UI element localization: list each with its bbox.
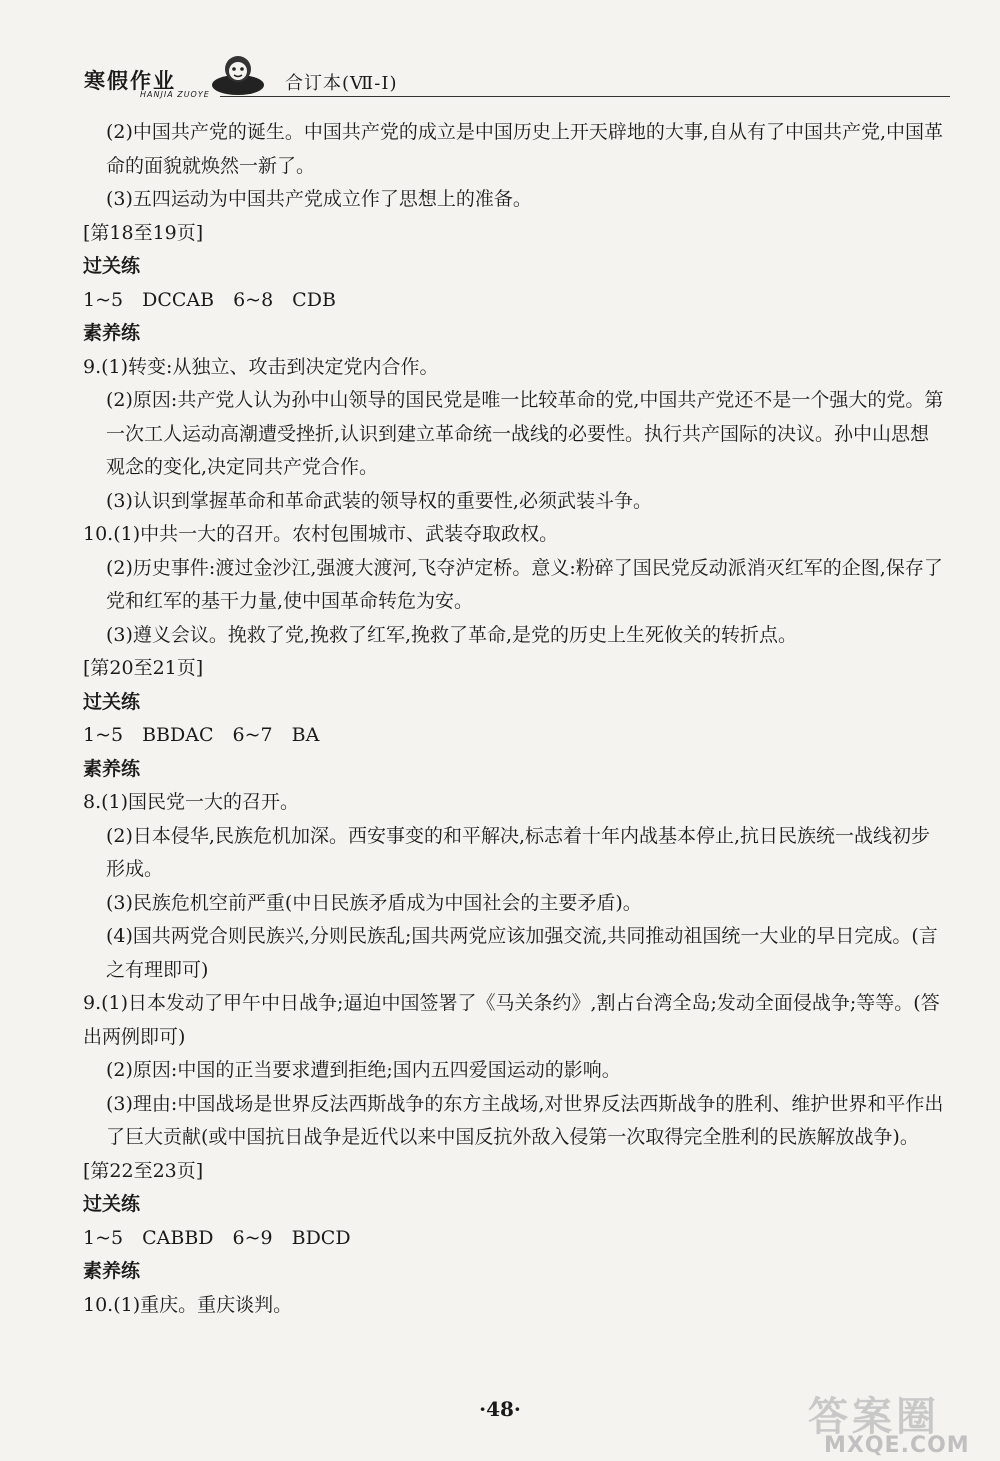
- subsection-heading: 过关练: [83, 1193, 141, 1215]
- section-heading: [第22至23页]: [83, 1159, 204, 1182]
- subsection-heading: 素养练: [83, 322, 141, 344]
- section-heading: [第18至19页]: [83, 221, 204, 244]
- logo-subtitle: HANJIA ZUOYE: [140, 90, 210, 99]
- page-number: ·48·: [479, 1397, 521, 1421]
- edition-label: 合订本(Ⅶ-Ⅰ): [285, 73, 398, 94]
- mascot-icon: [208, 51, 268, 99]
- answer-key: 1~5 DCCAB 6~8 CDB: [83, 288, 336, 311]
- subsection-heading: 过关练: [83, 255, 141, 277]
- logo-title: 寒假作业: [84, 68, 176, 93]
- section-heading: [第20至21页]: [83, 657, 204, 679]
- answer-line: (2)原因:共产党人认为孙中山领导的国民党是唯一比较革命的党,中国共产党还不是一个强大的党。第一次工人运动高潮遭受挫折,认识到建立革命统一战线的必要性。执行共产国际的决议。孙中山思想观念的变化,决定同共产党合作。: [106, 389, 944, 478]
- answer-line: (3)民族危机空前严重(中日民族矛盾成为中国社会的主要矛盾)。: [106, 891, 642, 914]
- logo: [80, 61, 280, 101]
- answer-line: 8.(1)国民党一大的召开。: [83, 791, 300, 813]
- answer-line: 9.(1)日本发动了甲午中日战争;逼迫中国签署了《马关条约》,割占台湾全岛;发动全面侵战争;等等。(答出两例即可): [83, 992, 940, 1048]
- answer-line: (3)理由:中国战场是世界反法西斯战争的东方主战场,对世界反法西斯战争的胜利、维护世界和平作出了巨大贡献(或中国抗日战争是近代以来中国反抗外敌入侵第一次取得完全胜利的民族解放战争)。: [106, 1092, 944, 1148]
- answer-line: 10.(1)中共一大的召开。农村包围城市、武装夺取政权。: [83, 523, 559, 545]
- answer-line: (4)国共两党合则民族兴,分则民族乱;国共两党应该加强交流,共同推动祖国统一大业的早日完成。(言之有理即可): [106, 925, 938, 981]
- header-divider: [220, 96, 950, 97]
- answer-line: (2)历史事件:渡过金沙江,强渡大渡河,飞夺泸定桥。意义:粉碎了国民党反动派消灭红军的企图,保存了党和红军的基干力量,使中国革命转危为安。: [106, 556, 943, 612]
- answer-line: (3)遵义会议。挽救了党,挽救了红军,挽救了革命,是党的历史上生死攸关的转折点。: [106, 623, 798, 646]
- answer-line: (2)原因:中国的正当要求遭到拒绝;国内五四爱国运动的影响。: [106, 1059, 621, 1081]
- answer-line: (3)认识到掌握革命和革命武装的领导权的重要性,必须武装斗争。: [106, 489, 652, 512]
- answer-line: (3)五四运动为中国共产党成立作了思想上的准备。: [106, 188, 532, 210]
- subsection-heading: 过关练: [83, 690, 141, 713]
- answer-line: 9.(1)转变:从独立、攻击到决定党内合作。: [83, 355, 439, 378]
- answer-line: 10.(1)重庆。重庆谈判。: [83, 1293, 293, 1316]
- watermark-logo: 答案圈: [808, 1394, 940, 1440]
- answer-line: (2)中国共产党的诞生。中国共产党的成立是中国历史上开天辟地的大事,自从有了中国共产党,中国革命的面貌就焕然一新了。: [106, 121, 943, 177]
- answer-content: [83, 116, 945, 1322]
- subsection-heading: 素养练: [83, 757, 141, 780]
- answer-line: (2)日本侵华,民族危机加深。西安事变的和平解决,标志着十年内战基本停止,抗日民族统一战线初步形成。: [106, 824, 931, 880]
- watermark-url: MXQE.COM: [824, 1433, 970, 1458]
- answer-key: 1~5 CABBD 6~9 BDCD: [83, 1226, 351, 1249]
- subsection-heading: 素养练: [83, 1260, 141, 1282]
- page-header: [80, 55, 950, 103]
- answer-key: 1~5 BBDAC 6~7 BA: [83, 724, 320, 746]
- watermark: [800, 1385, 1000, 1461]
